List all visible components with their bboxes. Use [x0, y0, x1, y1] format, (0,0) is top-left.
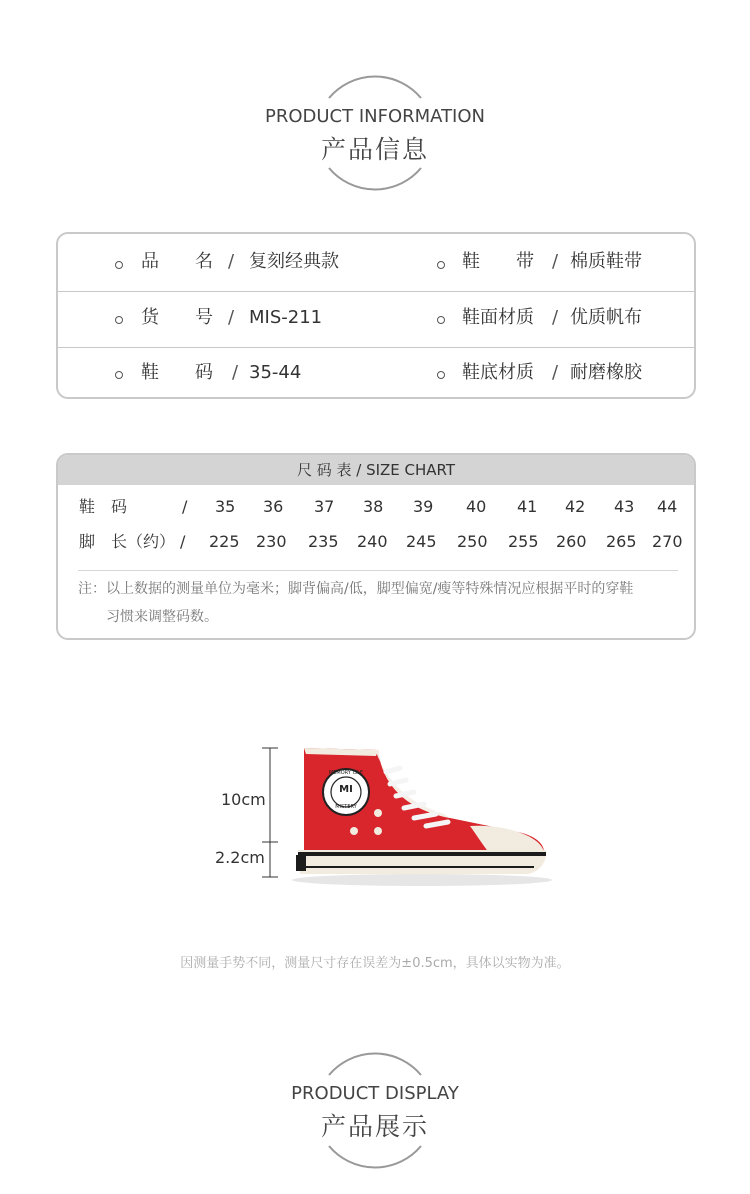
info-label: 鞋面材质: [462, 307, 534, 328]
size-row-separator: /: [182, 497, 188, 516]
note-line: 习惯来调整码数。: [106, 609, 218, 625]
info-separator: /: [232, 362, 239, 383]
info-title-en: PRODUCT INFORMATION: [264, 106, 486, 127]
shoe-height-label: 10cm: [221, 790, 266, 809]
length-cell: 225: [209, 532, 240, 551]
info-label: 鞋底材质: [462, 362, 534, 383]
length-cell: 265: [606, 532, 637, 551]
length-cell: 245: [406, 532, 437, 551]
product-info-table: [56, 232, 696, 399]
size-chart-title: 尺 码 表 / SIZE CHART: [58, 455, 694, 485]
display-title-en: PRODUCT DISPLAY: [291, 1083, 459, 1104]
info-separator: /: [552, 362, 559, 383]
length-cell: 255: [508, 532, 539, 551]
length-cell: 270: [652, 532, 683, 551]
size-row: [58, 492, 694, 522]
size-cell: 39: [413, 497, 434, 516]
shoe-illustration: [200, 720, 560, 910]
header-arc-bottom-decoration: [325, 1126, 425, 1176]
shoe-measurement-figure: [200, 720, 560, 910]
size-cell: 42: [565, 497, 586, 516]
info-value: 优质帆布: [570, 307, 642, 328]
info-row: [58, 347, 694, 402]
info-value: 35-44: [249, 362, 302, 383]
info-separator: /: [228, 251, 235, 272]
size-chart-divider: [78, 570, 678, 571]
info-row: [58, 291, 694, 348]
size-chart-note: [78, 575, 683, 631]
length-cell: 250: [457, 532, 488, 551]
length-cell: 235: [308, 532, 339, 551]
size-chart-table: [56, 453, 696, 640]
badge-text-bottom: MISTERY: [335, 804, 357, 810]
length-cell: 260: [556, 532, 587, 551]
size-cell: 43: [614, 497, 635, 516]
bullet-icon: [437, 316, 445, 324]
info-separator: /: [552, 251, 559, 272]
info-title-cn: 产品信息: [320, 135, 429, 164]
size-cell: 36: [263, 497, 284, 516]
sole-height-label: 2.2cm: [215, 848, 265, 867]
badge-logo-mark: MI: [339, 784, 353, 795]
info-label: 鞋 带: [462, 251, 534, 272]
info-label: 货 号: [141, 307, 213, 328]
bullet-icon: [115, 371, 123, 379]
bullet-icon: [437, 371, 445, 379]
size-cell: 41: [517, 497, 538, 516]
bullet-icon: [115, 316, 123, 324]
info-value: MIS-211: [249, 307, 323, 328]
info-row: [58, 234, 694, 289]
length-row: [58, 527, 694, 557]
bullet-icon: [437, 261, 445, 269]
note-line: 注：以上数据的测量单位为毫米；脚背偏高/低，脚型偏宽/瘦等特殊情况应根据平时的穿鞋: [78, 581, 634, 597]
size-row-label: 鞋 码: [79, 497, 128, 516]
info-label: 鞋 码: [141, 362, 213, 383]
badge-text-top: MEMORY ISLE: [328, 770, 364, 776]
size-cell: 40: [466, 497, 487, 516]
length-cell: 230: [256, 532, 287, 551]
bullet-icon: [115, 261, 123, 269]
display-title-cn: 产品展示: [320, 1112, 429, 1141]
info-value: 耐磨橡胶: [570, 362, 642, 383]
info-label: 品 名: [141, 251, 213, 272]
size-cell: 44: [657, 497, 678, 516]
header-arc-bottom-decoration: [325, 148, 425, 198]
size-cell: 38: [363, 497, 384, 516]
info-value: 复刻经典款: [249, 251, 339, 272]
info-separator: /: [552, 307, 559, 328]
length-row-label: 脚 长（约）: [79, 532, 176, 551]
length-cell: 240: [357, 532, 388, 551]
info-value: 棉质鞋带: [570, 251, 642, 272]
info-separator: /: [228, 307, 235, 328]
measurement-disclaimer: 因测量手势不同，测量尺寸存在误差为±0.5cm，具体以实物为准。: [180, 956, 570, 971]
size-cell: 35: [215, 497, 236, 516]
size-cell: 37: [314, 497, 335, 516]
length-row-separator: /: [180, 532, 186, 551]
